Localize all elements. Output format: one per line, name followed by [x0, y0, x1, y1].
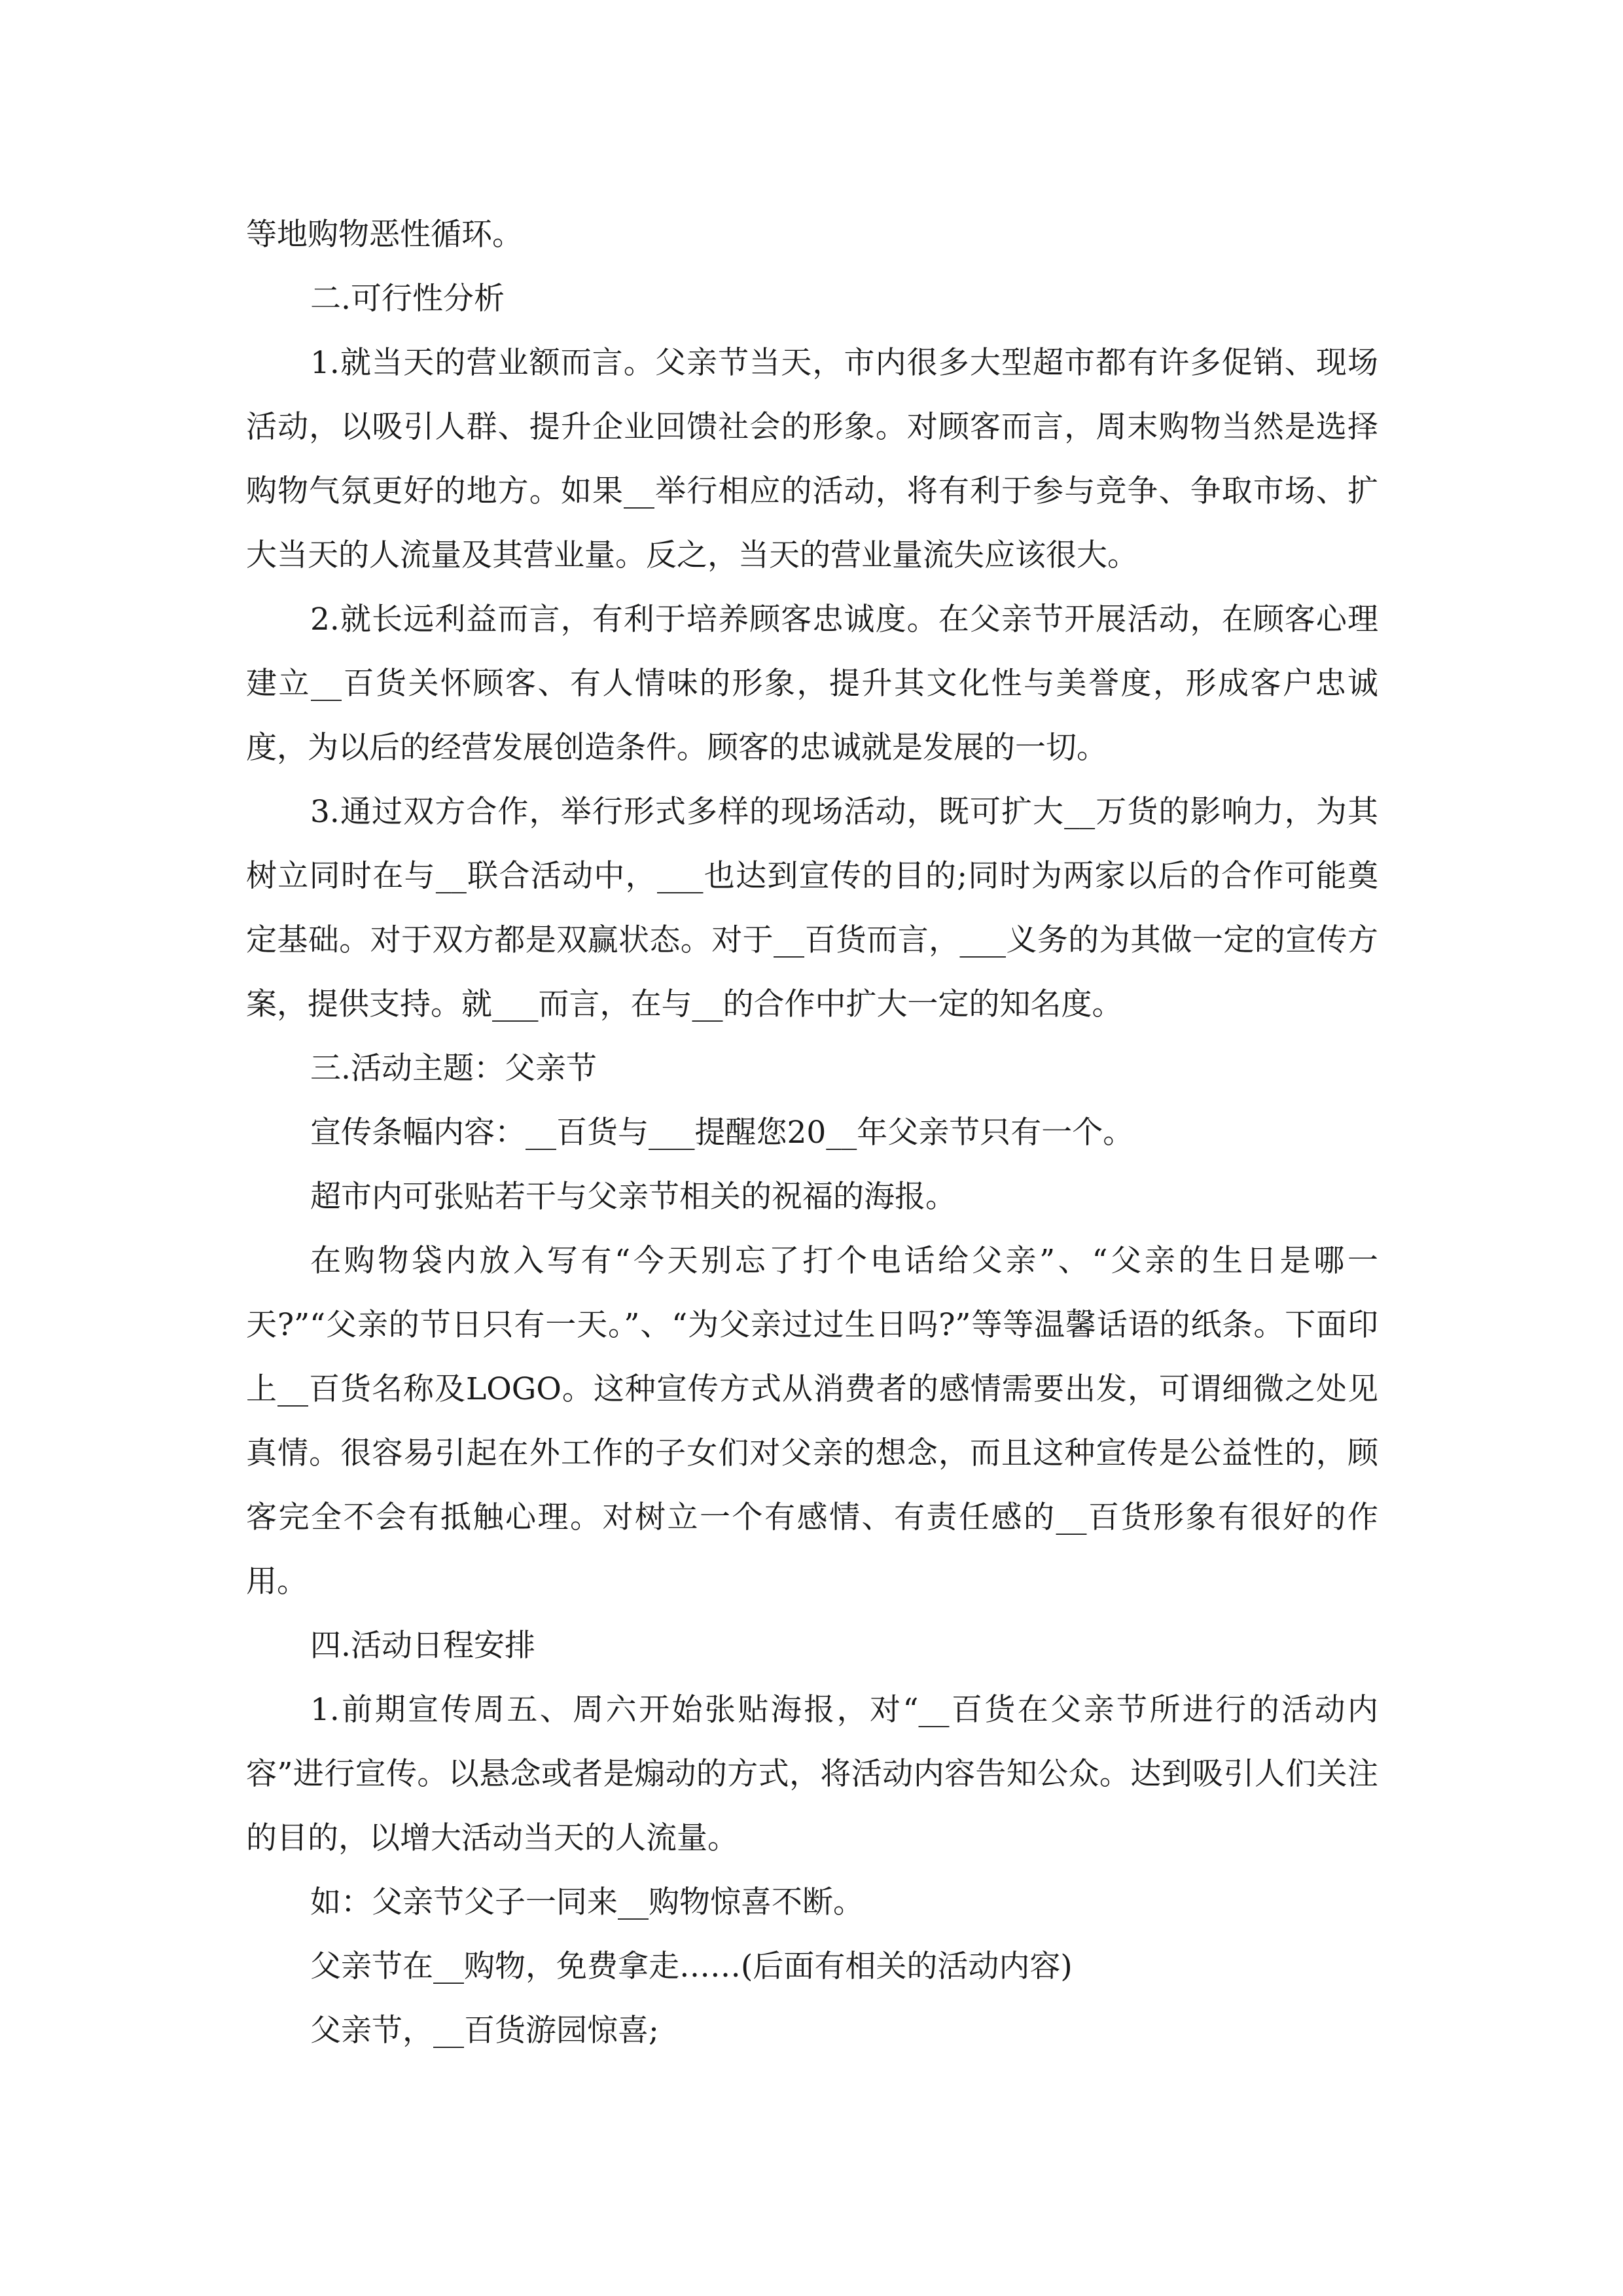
- paragraph-11: 如：父亲节父子一同来__购物惊喜不断。: [310, 1884, 864, 1920]
- document-page: [246, 203, 1378, 2063]
- paragraph-6: 宣传条幅内容：__百货与___提醒您20__年父亲节只有一个。: [310, 1115, 1134, 1151]
- section-heading-feasibility: 二.可行性分析: [310, 281, 505, 317]
- paragraph-12: 父亲节在__购物，免费拿走……(后面有相关的活动内容): [310, 1948, 1073, 1984]
- paragraph-4: 3.通过双方合作，举行形式多样的现场活动，既可扩大__万货的影响力，为其树立同时在与__联合活动中，___也达到宣传的目的;同时为两家以后的合作可能奠定基础。对于双方都是双赢状态。对于__百货而言，___义务的为其做一定的宣传方案，提供支持。就___而言，在与__的合作中扩大一定的知名度。: [246, 794, 1378, 1022]
- paragraph-7: 超市内可张贴若干与父亲节相关的祝福的海报。: [310, 1179, 956, 1215]
- section-heading-theme: 三.活动主题：父亲节: [310, 1050, 597, 1086]
- paragraph-0: 等地购物恶性循环。: [246, 217, 523, 253]
- paragraph-10: 1.前期宣传周五、周六开始张贴海报，对“__百货在父亲节所进行的活动内容”进行宣传。以悬念或者是煽动的方式，将活动内容告知公众。达到吸引人们关注的目的，以增大活动当天的人流量。: [246, 1692, 1378, 1856]
- section-heading-schedule: 四.活动日程安排: [310, 1628, 535, 1664]
- paragraph-8: 在购物袋内放入写有“今天别忘了打个电话给父亲”、“父亲的生日是哪一天?”“父亲的节日只有一天。”、“为父亲过过生日吗?”等等温馨话语的纸条。下面印上__百货名称及LOGO。这种宣传方式从消费者的感情需要出发，可谓细微之处见真情。很容易引起在外工作的子女们对父亲的想念，而且这种宣传是公益性的，顾客完全不会有抵触心理。对树立一个有感情、有责任感的__百货形象有很好的作用。: [246, 1243, 1378, 1600]
- paragraph-3: 2.就长远利益而言，有利于培养顾客忠诚度。在父亲节开展活动，在顾客心理建立__百货关怀顾客、有人情味的形象，提升其文化性与美誉度，形成客户忠诚度，为以后的经营发展创造条件。顾客的忠诚就是发展的一切。: [246, 601, 1378, 766]
- paragraph-2: 1.就当天的营业额而言。父亲节当天，市内很多大型超市都有许多促销、现场活动，以吸引人群、提升企业回馈社会的形象。对顾客而言，周末购物当然是选择购物气氛更好的地方。如果__举行相应的活动，将有利于参与竞争、争取市场、扩大当天的人流量及其营业量。反之，当天的营业量流失应该很大。: [246, 345, 1378, 573]
- paragraph-13: 父亲节，__百货游园惊喜;: [310, 2013, 659, 2049]
